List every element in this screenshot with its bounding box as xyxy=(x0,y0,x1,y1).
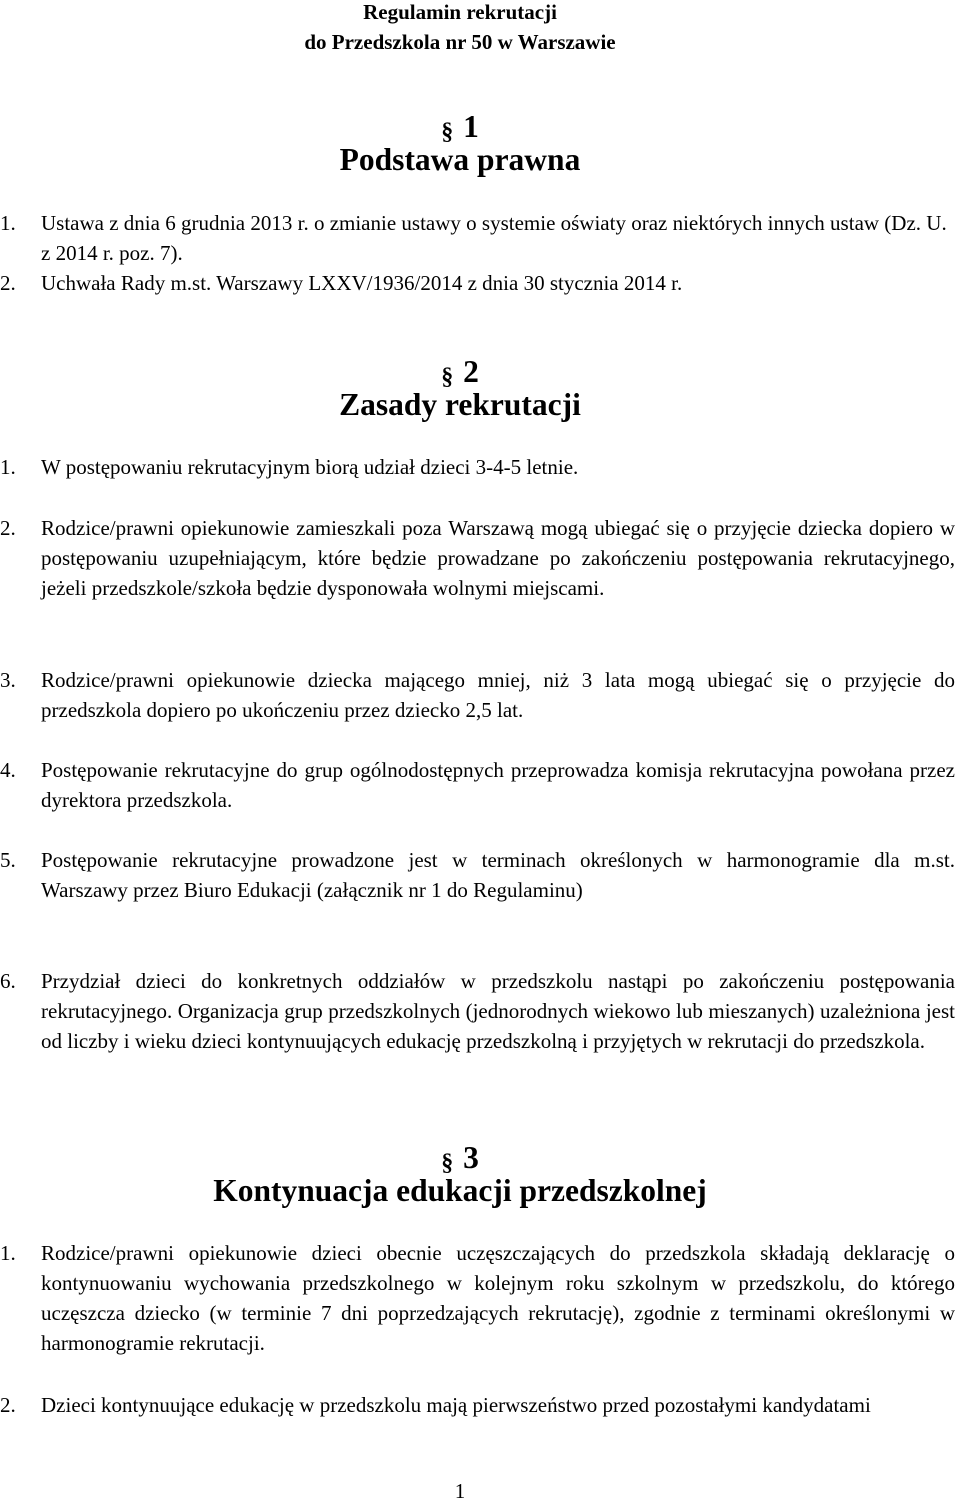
title-line-2: do Przedszkola nr 50 w Warszawie xyxy=(304,30,616,54)
section-3-number: § 3 xyxy=(441,1140,479,1176)
item-text: Rodzice/prawni opiekunowie zamieszkali poza Warszawą mogą ubiegać się o przyjęcie dziecka dopiero w postępowaniu uzupełniającym, które będzie prowadzane po zakończeniu postępowania rekrutacyjnego, jeżeli przedszkole/szkoła będzie dysponowała wolnymi miejscami. xyxy=(41,516,955,600)
list-item xyxy=(0,513,955,603)
section-3-title: Kontynuacja edukacji przedszkolnej xyxy=(213,1173,707,1208)
item-number: 2. xyxy=(0,516,16,540)
paragraph-symbol: § xyxy=(441,1150,454,1176)
item-number: 1. xyxy=(0,1241,16,1265)
paragraph-symbol: § xyxy=(441,119,454,145)
item-number: 1. xyxy=(0,211,16,235)
list-item xyxy=(0,755,955,815)
list-item xyxy=(0,1238,955,1358)
item-text: W postępowaniu rekrutacyjnym biorą udział dzieci 3-4-5 letnie. xyxy=(41,455,579,479)
item-text: Rodzice/prawni opiekunowie dzieci obecnie uczęszczających do przedszkola składają deklarację o kontynuowaniu wychowania przedszkolnego w kolejnym roku szkolnym w przedszkolu, do którego uczęszcza dziecko (w terminie 7 dni poprzedzających rekrutację), zgodnie z terminami określonymi w harmonogramie rekrutacji. xyxy=(41,1241,955,1355)
list-item xyxy=(0,966,955,1056)
item-text: Postępowanie rekrutacyjne prowadzone jest w terminach określonych w harmonogramie dla m.st. Warszawy przez Biuro Edukacji (załącznik nr 1 do Regulaminu) xyxy=(41,848,955,902)
section-1-number: § 1 xyxy=(441,109,479,145)
item-text: Przydział dzieci do konkretnych oddziałów w przedszkolu nastąpi po zakończeniu postępowania rekrutacyjnego. Organizacja grup przedszkolnych (jednorodnych wiekowo lub mieszanych) uzależniona jest od liczby i wieku dzieci kontynuujących edukację przedszkolną i przyjętych w rekrutacji do przedszkola. xyxy=(41,969,955,1053)
item-text: Postępowanie rekrutacyjne do grup ogólnodostępnych przeprowadza komisja rekrutacyjna powołana przez dyrektora przedszkola. xyxy=(41,758,955,812)
item-text: Ustawa z dnia 6 grudnia 2013 r. o zmianie ustawy o systemie oświaty oraz niektórych innych ustaw (Dz. U. z 2014 r. poz. 7). xyxy=(41,211,947,265)
title-line-1: Regulamin rekrutacji xyxy=(363,0,557,24)
section-1-title: Podstawa prawna xyxy=(339,142,581,177)
section-1-heading xyxy=(0,109,920,177)
item-text: Uchwała Rady m.st. Warszawy LXXV/1936/2014 z dnia 30 stycznia 2014 r. xyxy=(41,271,683,295)
page-number: 1 xyxy=(454,1479,466,1503)
item-number: 6. xyxy=(0,969,16,993)
item-number: 2. xyxy=(0,1393,16,1417)
item-text: Rodzice/prawni opiekunowie dziecka mającego mniej, niż 3 lata mogą ubiegać się o przyjęcie do przedszkola dopiero po ukończeniu przez dziecko 2,5 lat. xyxy=(41,668,955,722)
section-3-heading xyxy=(0,1140,920,1208)
section-2-title: Zasady rekrutacji xyxy=(339,387,581,422)
item-number: 1. xyxy=(0,455,16,479)
item-number: 5. xyxy=(0,848,16,872)
list-item xyxy=(0,1390,955,1420)
item-number: 3. xyxy=(0,668,16,692)
item-number: 4. xyxy=(0,758,16,782)
paragraph-symbol: § xyxy=(441,364,454,390)
list-item xyxy=(0,452,955,482)
list-item xyxy=(0,268,955,298)
list-item xyxy=(0,665,955,725)
section-2-heading xyxy=(0,354,920,422)
document-title xyxy=(0,0,920,57)
item-text: Dzieci kontynuujące edukację w przedszkolu mają pierwszeństwo przed pozostałymi kandydatami xyxy=(41,1393,871,1417)
list-item xyxy=(0,845,955,905)
section-2-number: § 2 xyxy=(441,354,479,390)
list-item xyxy=(0,208,955,268)
item-number: 2. xyxy=(0,271,16,295)
